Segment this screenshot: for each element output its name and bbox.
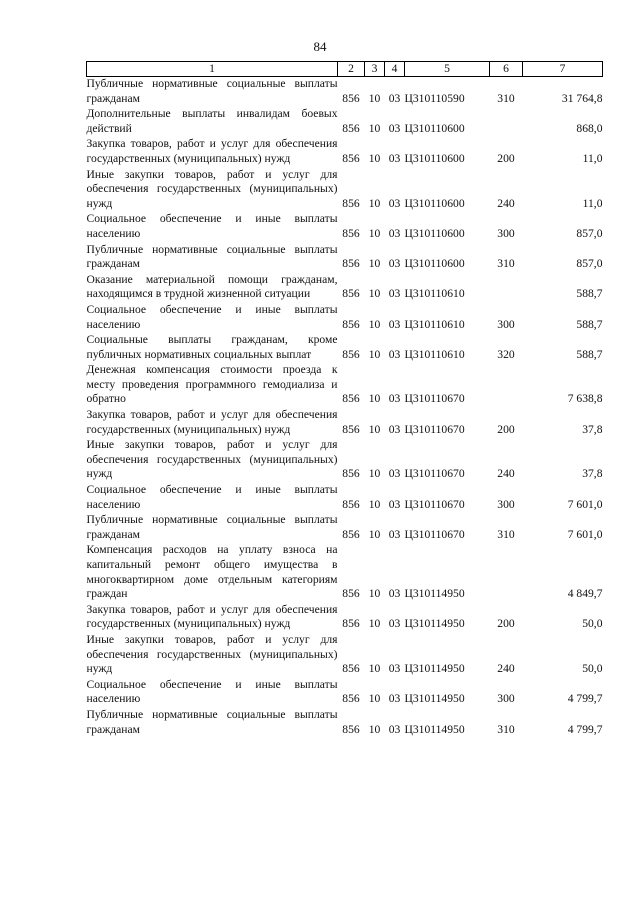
row-subsection: 03 [388, 151, 401, 165]
row-expense-type: 240 [497, 467, 515, 481]
row-name: Оказание материальной помощи гражданам, находящимся в трудной жизненной ситуации [86, 272, 338, 301]
table-row [87, 303, 603, 333]
row-subsection: 03 [388, 91, 401, 105]
row-expense-type: 300 [497, 317, 515, 331]
row-target-article: Ц310110600 [404, 121, 465, 135]
table-body [87, 77, 603, 739]
row-section: 10 [368, 497, 381, 511]
row-amount: 588,7 [576, 317, 603, 331]
row-grbs: 856 [342, 467, 360, 481]
row-target-article: Ц310114950 [404, 722, 465, 736]
row-target-article: Ц310110610 [404, 317, 465, 331]
row-grbs: 856 [342, 121, 360, 135]
table-row [87, 77, 603, 108]
row-section: 10 [368, 91, 381, 105]
row-amount: 4 799,7 [567, 692, 603, 706]
row-expense-type: 310 [497, 527, 515, 541]
row-grbs: 856 [342, 257, 360, 271]
row-expense-type [490, 543, 523, 602]
page-number: 84 [313, 39, 327, 54]
row-grbs: 856 [342, 527, 360, 541]
row-amount: 7 638,8 [567, 392, 603, 406]
row-expense-type [490, 363, 523, 408]
row-subsection: 03 [388, 422, 401, 436]
row-name: Закупка товаров, работ и услуг для обеспечения государственных (муниципальных) нужд [86, 602, 338, 631]
row-grbs: 856 [342, 617, 360, 631]
row-name: Иные закупки товаров, работ и услуг для обеспечения государственных (муниципальных) нужд [86, 167, 338, 210]
budget-table [86, 61, 603, 738]
row-subsection: 03 [388, 347, 401, 361]
row-target-article: Ц310110670 [404, 497, 465, 511]
row-expense-type: 240 [497, 196, 515, 210]
table-row [87, 273, 603, 303]
header-col-2: 2 [338, 62, 365, 77]
row-amount: 11,0 [582, 196, 603, 210]
table-row [87, 137, 603, 167]
row-amount: 50,0 [582, 617, 603, 631]
row-grbs: 856 [342, 722, 360, 736]
table-row [87, 107, 603, 137]
row-grbs: 856 [342, 347, 360, 361]
row-expense-type: 300 [497, 497, 515, 511]
row-target-article: Ц310110670 [404, 392, 465, 406]
row-amount: 7 601,0 [567, 527, 603, 541]
row-name: Компенсация расходов на уплату взноса на капитальный ремонт общего имущества в многоквартирном доме отдельным категориям граждан [86, 543, 338, 601]
row-target-article: Ц310114950 [404, 587, 465, 601]
row-expense-type [490, 107, 523, 137]
row-grbs: 856 [342, 151, 360, 165]
row-section: 10 [368, 662, 381, 676]
row-target-article: Ц310110610 [404, 347, 465, 361]
row-name: Социальные выплаты гражданам, кроме публичных нормативных социальных выплат [86, 333, 338, 361]
header-col-7: 7 [523, 62, 603, 77]
row-subsection: 03 [388, 527, 401, 541]
row-subsection: 03 [388, 662, 401, 676]
row-amount: 4 799,7 [567, 722, 603, 736]
row-subsection: 03 [388, 497, 401, 511]
table-header-row [87, 62, 603, 77]
row-section: 10 [368, 257, 381, 271]
row-name: Закупка товаров, работ и услуг для обеспечения государственных (муниципальных) нужд [86, 137, 338, 165]
header-col-1: 1 [87, 62, 338, 77]
row-target-article: Ц310114950 [404, 692, 465, 706]
row-subsection: 03 [388, 392, 401, 406]
row-target-article: Ц310114950 [404, 662, 465, 676]
row-target-article: Ц310110670 [404, 467, 465, 481]
row-subsection: 03 [388, 287, 401, 301]
row-amount: 868,0 [576, 121, 603, 135]
row-name: Публичные нормативные социальные выплаты гражданам [86, 242, 338, 271]
row-section: 10 [368, 587, 381, 601]
row-grbs: 856 [342, 91, 360, 105]
row-section: 10 [368, 196, 381, 210]
table-row [87, 212, 603, 242]
row-target-article: Ц310110600 [404, 226, 465, 240]
row-amount: 37,8 [582, 467, 603, 481]
row-name: Социальное обеспечение и иные выплаты населению [86, 483, 338, 511]
row-expense-type: 200 [497, 422, 515, 436]
row-name: Публичные нормативные социальные выплаты гражданам [86, 77, 338, 105]
row-section: 10 [368, 121, 381, 135]
row-amount: 50,0 [582, 662, 603, 676]
row-name: Закупка товаров, работ и услуг для обеспечения государственных (муниципальных) нужд [86, 408, 338, 436]
row-subsection: 03 [388, 467, 401, 481]
row-amount: 7 601,0 [567, 497, 603, 511]
row-name: Социальное обеспечение и иные выплаты населению [86, 212, 338, 240]
table-row [87, 363, 603, 408]
row-expense-type: 310 [497, 257, 515, 271]
row-section: 10 [368, 317, 381, 331]
row-grbs: 856 [342, 196, 360, 210]
row-grbs: 856 [342, 392, 360, 406]
table-row [87, 408, 603, 438]
row-name: Дополнительные выплаты инвалидам боевых действий [86, 107, 338, 135]
row-target-article: Ц310110590 [404, 91, 465, 105]
row-section: 10 [368, 392, 381, 406]
row-subsection: 03 [388, 692, 401, 706]
row-amount: 588,7 [576, 287, 603, 301]
row-expense-type: 300 [497, 226, 515, 240]
table-row [87, 333, 603, 363]
row-section: 10 [368, 347, 381, 361]
row-name: Иные закупки товаров, работ и услуг для обеспечения государственных (муниципальных) нужд [86, 438, 338, 481]
row-section: 10 [368, 151, 381, 165]
row-name: Денежная компенсация стоимости проезда к месту проведения программного гемодиализа и обратно [86, 363, 338, 406]
row-target-article: Ц310110600 [404, 257, 465, 271]
row-name: Иные закупки товаров, работ и услуг для обеспечения государственных (муниципальных) нужд [86, 632, 338, 676]
row-name: Публичные нормативные социальные выплаты гражданам [86, 707, 338, 736]
table-row [87, 243, 603, 273]
table-row [87, 678, 603, 708]
table-row [87, 483, 603, 513]
header-col-4: 4 [385, 62, 405, 77]
row-subsection: 03 [388, 317, 401, 331]
row-amount: 588,7 [576, 347, 603, 361]
table-row [87, 168, 603, 213]
row-grbs: 856 [342, 287, 360, 301]
header-col-3: 3 [365, 62, 385, 77]
row-expense-type: 310 [497, 91, 515, 105]
table-row [87, 633, 603, 678]
row-grbs: 856 [342, 497, 360, 511]
row-name: Социальное обеспечение и иные выплаты населению [86, 302, 338, 331]
row-target-article: Ц310110600 [404, 151, 465, 165]
row-target-article: Ц310114950 [404, 617, 465, 631]
row-section: 10 [368, 422, 381, 436]
row-section: 10 [368, 722, 381, 736]
header-col-6: 6 [490, 62, 523, 77]
row-name: Социальное обеспечение и иные выплаты населению [86, 677, 338, 706]
table-row [87, 603, 603, 633]
row-section: 10 [368, 226, 381, 240]
row-section: 10 [368, 467, 381, 481]
row-section: 10 [368, 617, 381, 631]
row-expense-type: 200 [497, 617, 515, 631]
row-grbs: 856 [342, 587, 360, 601]
row-amount: 4 849,7 [567, 587, 603, 601]
row-expense-type: 200 [497, 151, 515, 165]
row-grbs: 856 [342, 226, 360, 240]
row-grbs: 856 [342, 662, 360, 676]
row-expense-type [490, 273, 523, 303]
table-row [87, 708, 603, 738]
row-grbs: 856 [342, 692, 360, 706]
row-expense-type: 310 [497, 722, 515, 736]
row-section: 10 [368, 287, 381, 301]
row-section: 10 [368, 527, 381, 541]
row-grbs: 856 [342, 317, 360, 331]
row-subsection: 03 [388, 587, 401, 601]
row-amount: 11,0 [582, 151, 603, 165]
row-name: Публичные нормативные социальные выплаты гражданам [86, 513, 338, 541]
row-amount: 857,0 [576, 226, 603, 240]
row-expense-type: 240 [497, 662, 515, 676]
row-expense-type: 320 [497, 347, 515, 361]
header-col-5: 5 [405, 62, 490, 77]
table-row [87, 438, 603, 483]
row-subsection: 03 [388, 617, 401, 631]
row-expense-type: 300 [497, 692, 515, 706]
row-section: 10 [368, 692, 381, 706]
row-subsection: 03 [388, 196, 401, 210]
table-row [87, 513, 603, 543]
row-amount: 31 764,8 [561, 91, 603, 105]
row-grbs: 856 [342, 422, 360, 436]
row-subsection: 03 [388, 722, 401, 736]
row-amount: 857,0 [576, 257, 603, 271]
row-subsection: 03 [388, 226, 401, 240]
row-subsection: 03 [388, 257, 401, 271]
row-target-article: Ц310110600 [404, 196, 465, 210]
row-target-article: Ц310110610 [404, 287, 465, 301]
table-row [87, 543, 603, 602]
row-target-article: Ц310110670 [404, 422, 465, 436]
row-amount: 37,8 [582, 422, 603, 436]
row-subsection: 03 [388, 121, 401, 135]
row-target-article: Ц310110670 [404, 527, 465, 541]
